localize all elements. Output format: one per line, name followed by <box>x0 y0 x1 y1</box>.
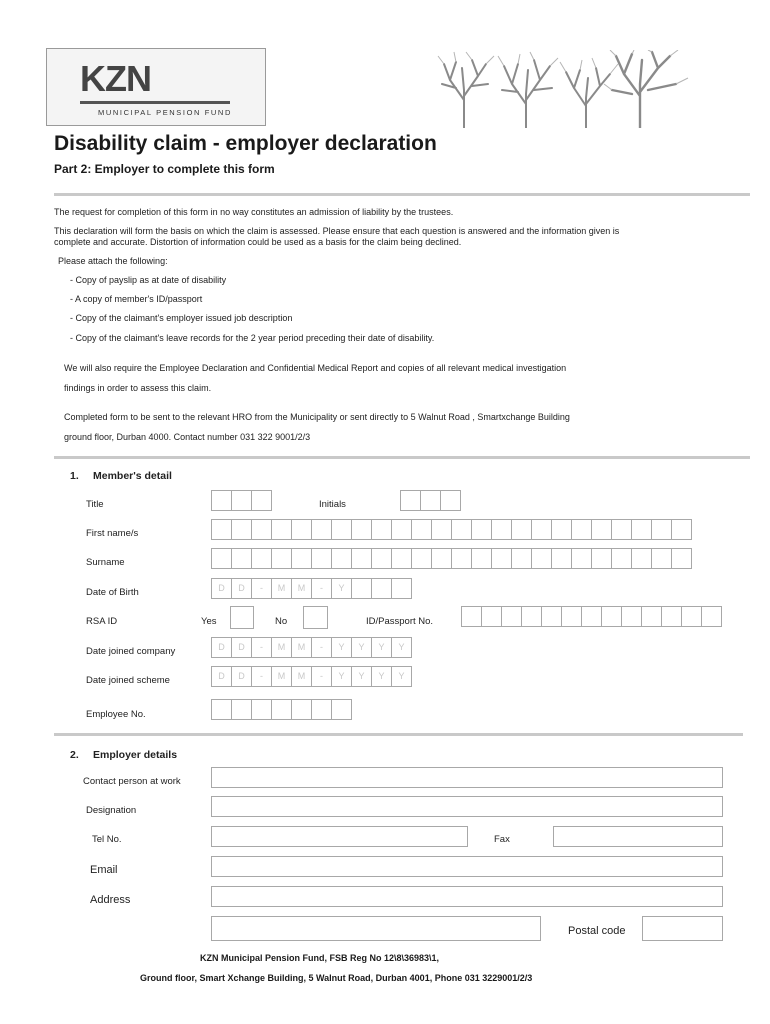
address-input-line-1[interactable] <box>211 886 723 907</box>
char-cell[interactable] <box>251 699 272 720</box>
date-cell[interactable] <box>371 578 392 599</box>
title-field[interactable] <box>211 490 271 511</box>
intro-paragraph-2: This declaration will form the basis on which the claim is assessed. Please ensure that each question is answered and the information given is <box>54 226 620 236</box>
char-cell[interactable] <box>671 548 692 569</box>
char-cell[interactable] <box>541 606 562 627</box>
date-cell[interactable]: Y <box>391 637 412 658</box>
date-cell[interactable]: Y <box>331 666 352 687</box>
contact-label: Contact person at work <box>83 776 181 787</box>
date-cell[interactable]: - <box>251 666 272 687</box>
divider <box>54 456 750 459</box>
char-cell[interactable] <box>331 548 352 569</box>
date-cell[interactable]: Y <box>391 666 412 687</box>
char-cell[interactable] <box>351 548 372 569</box>
char-cell[interactable] <box>291 548 312 569</box>
joined-scheme-field[interactable] <box>211 666 411 687</box>
date-cell[interactable]: D <box>211 666 232 687</box>
date-cell[interactable]: Y <box>351 666 372 687</box>
rsa-id-label: RSA ID <box>86 616 118 627</box>
divider <box>54 733 743 736</box>
designation-label: Designation <box>86 805 137 816</box>
char-cell[interactable] <box>461 606 482 627</box>
char-cell[interactable] <box>551 548 572 569</box>
char-cell[interactable] <box>271 699 292 720</box>
yes-checkbox[interactable] <box>230 606 254 629</box>
first-names-field[interactable] <box>211 519 691 540</box>
tel-label: Tel No. <box>92 834 122 845</box>
char-cell[interactable] <box>521 606 542 627</box>
char-cell[interactable] <box>471 519 492 540</box>
fax-input[interactable] <box>553 826 723 847</box>
char-cell[interactable] <box>631 548 652 569</box>
char-cell[interactable] <box>271 519 292 540</box>
date-cell[interactable]: D <box>231 637 252 658</box>
char-cell[interactable] <box>571 548 592 569</box>
intro-paragraph-3b: findings in order to assess this claim. <box>64 383 212 393</box>
employee-no-label: Employee No. <box>86 709 146 720</box>
char-cell[interactable] <box>491 548 512 569</box>
char-cell[interactable] <box>271 548 292 569</box>
char-cell[interactable] <box>251 519 272 540</box>
first-names-label: First name/s <box>86 528 139 539</box>
char-cell[interactable] <box>431 548 452 569</box>
char-cell[interactable] <box>491 519 512 540</box>
char-cell[interactable] <box>571 519 592 540</box>
initials-label: Initials <box>319 499 346 510</box>
date-cell[interactable]: M <box>271 637 292 658</box>
passport-field[interactable] <box>461 606 721 627</box>
date-cell[interactable]: - <box>311 578 332 599</box>
intro-paragraph-1: The request for completion of this form in no way constitutes an admission of liability by the trustees. <box>54 207 454 217</box>
joined-company-label: Date joined company <box>86 646 176 657</box>
char-cell[interactable] <box>420 490 441 511</box>
postal-code-input[interactable] <box>642 916 723 941</box>
date-cell[interactable]: - <box>311 637 332 658</box>
char-cell[interactable] <box>291 519 312 540</box>
char-cell[interactable] <box>531 548 552 569</box>
char-cell[interactable] <box>311 699 332 720</box>
char-cell[interactable] <box>511 519 532 540</box>
section-number: 1. <box>70 470 79 482</box>
attach-item: - Copy of payslip as at date of disability <box>70 275 227 285</box>
date-cell[interactable]: - <box>251 637 272 658</box>
intro-paragraph-2b: complete and accurate. Distortion of information could be used as a basis for the claim being declined. <box>54 237 462 247</box>
date-cell[interactable]: M <box>291 637 312 658</box>
date-cell[interactable]: Y <box>371 666 392 687</box>
designation-input[interactable] <box>211 796 723 817</box>
date-cell[interactable]: Y <box>351 637 372 658</box>
char-cell[interactable] <box>451 548 472 569</box>
char-cell[interactable] <box>371 519 392 540</box>
date-cell[interactable]: D <box>231 666 252 687</box>
char-cell[interactable] <box>531 519 552 540</box>
employee-no-field[interactable] <box>211 699 351 720</box>
footer-line-1: KZN Municipal Pension Fund, FSB Reg No 12\8\36983\1, <box>200 953 440 963</box>
no-checkbox[interactable] <box>303 606 328 629</box>
char-cell[interactable] <box>611 548 632 569</box>
char-cell[interactable] <box>651 548 672 569</box>
char-cell[interactable] <box>681 606 702 627</box>
char-cell[interactable] <box>411 548 432 569</box>
logo-name: KZN <box>80 58 151 99</box>
char-cell[interactable] <box>471 548 492 569</box>
date-cell[interactable]: M <box>291 578 312 599</box>
char-cell[interactable] <box>591 548 612 569</box>
char-cell[interactable] <box>440 490 461 511</box>
char-cell[interactable] <box>311 548 332 569</box>
dob-label: Date of Birth <box>86 587 139 598</box>
char-cell[interactable] <box>331 699 352 720</box>
intro-paragraph-4b: ground floor, Durban 4000. Contact number 031 322 9001/2/3 <box>64 432 311 442</box>
date-cell[interactable]: M <box>271 578 292 599</box>
attach-item: - Copy of the claimant's employer issued job description <box>70 313 293 323</box>
date-cell[interactable]: Y <box>331 578 352 599</box>
date-cell[interactable] <box>391 578 412 599</box>
email-label: Email <box>90 864 118 876</box>
section-heading: Member's detail <box>93 470 172 482</box>
page-subtitle: Part 2: Employer to complete this form <box>54 162 275 176</box>
char-cell[interactable] <box>581 606 602 627</box>
date-cell[interactable]: - <box>311 666 332 687</box>
date-cell[interactable]: D <box>211 637 232 658</box>
char-cell[interactable] <box>611 519 632 540</box>
char-cell[interactable] <box>591 519 612 540</box>
date-cell[interactable]: Y <box>371 637 392 658</box>
surname-field[interactable] <box>211 548 691 569</box>
char-cell[interactable] <box>631 519 652 540</box>
char-cell[interactable] <box>211 548 232 569</box>
intro-paragraph-4: Completed form to be sent to the relevant HRO from the Municipality or sent directly to 5 Walnut Road , Smartxchange Building <box>64 412 570 422</box>
char-cell[interactable] <box>351 519 372 540</box>
char-cell[interactable] <box>411 519 432 540</box>
section-heading: Employer details <box>93 749 178 761</box>
char-cell[interactable] <box>621 606 642 627</box>
dob-field[interactable] <box>211 578 411 599</box>
attach-item: - A copy of member's ID/passport <box>70 294 203 304</box>
initials-field[interactable] <box>400 490 460 511</box>
char-cell[interactable] <box>501 606 522 627</box>
page-title: Disability claim - employer declaration <box>54 132 437 155</box>
char-cell[interactable] <box>551 519 572 540</box>
fax-label: Fax <box>494 834 510 845</box>
logo-subtitle: MUNICIPAL PENSION FUND <box>98 108 232 117</box>
char-cell[interactable] <box>651 519 672 540</box>
char-cell[interactable] <box>291 699 312 720</box>
date-cell[interactable]: M <box>291 666 312 687</box>
char-cell[interactable] <box>511 548 532 569</box>
char-cell[interactable] <box>671 519 692 540</box>
date-cell[interactable]: Y <box>331 637 352 658</box>
char-cell[interactable] <box>701 606 722 627</box>
char-cell[interactable] <box>371 548 392 569</box>
char-cell[interactable] <box>451 519 472 540</box>
date-cell[interactable] <box>351 578 372 599</box>
title-label: Title <box>86 499 104 510</box>
surname-label: Surname <box>86 557 125 568</box>
char-cell[interactable] <box>601 606 622 627</box>
char-cell[interactable] <box>211 490 232 511</box>
attach-heading: Please attach the following: <box>58 256 168 266</box>
char-cell[interactable] <box>661 606 682 627</box>
tel-input[interactable] <box>211 826 468 847</box>
date-cell[interactable]: D <box>211 578 232 599</box>
char-cell[interactable] <box>400 490 421 511</box>
section-number: 2. <box>70 749 79 761</box>
joined-scheme-label: Date joined scheme <box>86 675 170 686</box>
yes-label: Yes <box>201 616 217 627</box>
postal-code-label: Postal code <box>568 925 626 937</box>
address-input-line-2[interactable] <box>211 916 541 941</box>
email-input[interactable] <box>211 856 723 877</box>
char-cell[interactable] <box>391 548 412 569</box>
char-cell[interactable] <box>211 699 232 720</box>
no-label: No <box>275 616 288 627</box>
divider <box>54 193 750 196</box>
char-cell[interactable] <box>231 548 252 569</box>
char-cell[interactable] <box>481 606 502 627</box>
char-cell[interactable] <box>331 519 352 540</box>
char-cell[interactable] <box>561 606 582 627</box>
char-cell[interactable] <box>231 519 252 540</box>
date-cell[interactable]: M <box>271 666 292 687</box>
char-cell[interactable] <box>251 490 272 511</box>
passport-label: ID/Passport No. <box>366 616 434 627</box>
contact-person-input[interactable] <box>211 767 723 788</box>
char-cell[interactable] <box>251 548 272 569</box>
char-cell[interactable] <box>211 519 232 540</box>
intro-paragraph-3: We will also require the Employee Declaration and Confidential Medical Report and copies of all relevant medical investigation <box>64 363 567 373</box>
address-label: Address <box>90 894 131 906</box>
char-cell[interactable] <box>311 519 332 540</box>
date-cell[interactable]: D <box>231 578 252 599</box>
footer-line-2: Ground floor, Smart Xchange Building, 5 Walnut Road, Durban 4001, Phone 031 3229001/2/3 <box>140 973 533 983</box>
char-cell[interactable] <box>231 699 252 720</box>
logo-rule <box>80 101 230 104</box>
char-cell[interactable] <box>391 519 412 540</box>
char-cell[interactable] <box>431 519 452 540</box>
char-cell[interactable] <box>641 606 662 627</box>
joined-company-field[interactable] <box>211 637 411 658</box>
attach-item: - Copy of the claimant's leave records for the 2 year period preceding their date of disability. <box>70 333 435 343</box>
trees-illustration <box>436 50 696 128</box>
char-cell[interactable] <box>231 490 252 511</box>
date-cell[interactable]: - <box>251 578 272 599</box>
